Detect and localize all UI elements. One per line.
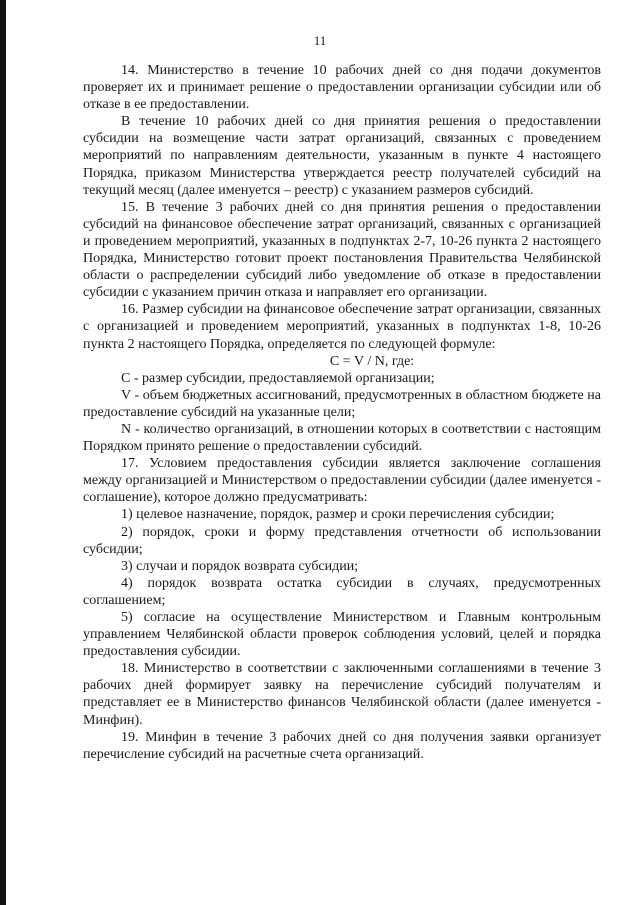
list-item-2: 2) порядок, сроки и форму представления отчетности об использовании субсидии; [83, 524, 601, 557]
list-item-5: 5) согласие на осуществление Министерством и Главным контрольным управлением Челябинской области проверок соблюдения условий, целей и порядка предоставления субсидии. [83, 610, 601, 660]
page-number: 11 [313, 33, 327, 48]
list-item-4: 4) порядок возврата остатка субсидии в случаях, предусмотренных соглашением; [83, 575, 601, 608]
formula-def-v: V - объем бюджетных ассигнований, предусмотренных в областном бюджете на предоставление субсидий на указанные цели; [83, 387, 601, 420]
formula-def-c: С - размер субсидии, предоставляемой организации; [121, 370, 435, 386]
paragraph-14: 14. Министерство в течение 10 рабочих дней со дня подачи документов проверяет их и принимает решение о предоставлении организации субсидии или об отказе в ее предоставлении. [83, 63, 601, 113]
paragraph-registry: В течение 10 рабочих дней со дня принятия решения о предоставлении субсидии на возмещение части затрат организаций, связанных с проведением мероприятий по направлениям деятельности, указанным в пункте 4 настоящего Порядка, приказом Министерства утверждается реестр получателей субсидий на текущий месяц (далее именуется – реестр) с указанием размеров субсидий. [83, 114, 601, 198]
paragraph-15: 15. В течение 3 рабочих дней со дня принятия решения о предоставлении субсидий на финансовое обеспечение затрат организаций, связанных с организацией и проведением мероприятий, указанных в подпунктах 2-7, 10-26 пункта 2 настоящего Порядка, Министерство готовит проект постановления Правительства Челябинской области о распределении субсидий либо уведомление об отказе в предоставлении субсидии с указанием причин отказа и направляет его организации. [83, 199, 601, 301]
list-item-3: 3) случаи и порядок возврата субсидии; [121, 558, 359, 574]
document-body [83, 62, 601, 763]
formula: С = V / N, где: [329, 353, 415, 369]
paragraph-19: 19. Минфин в течение 3 рабочих дней со дня получения заявки организует перечисление субсидий на расчетные счета организаций. [83, 729, 601, 762]
paragraph-18: 18. Министерство в соответствии с заключенными соглашениями в течение 3 рабочих дней формирует заявку на перечисление субсидий получателям и представляет ее в Министерство финансов Челябинской области (далее именуется - Минфин). [83, 661, 601, 728]
formula-def-n: N - количество организаций, в отношении которых в соответствии с настоящим Порядком принято решение о предоставлении субсидий. [83, 421, 601, 455]
paragraph-17: 17. Условием предоставления субсидии является заключение соглашения между организацией и Министерством о предоставлении субсидии (далее именуется - соглашение), которое должно предусматривать: [83, 456, 601, 506]
list-item-1: 1) целевое назначение, порядок, размер и сроки перечисления субсидии; [121, 507, 555, 523]
paragraph-16: 16. Размер субсидии на финансовое обеспечение затрат организации, связанных с организацией и проведением мероприятий, указанных в подпунктах 1-8, 10-26 пункта 2 настоящего Порядка, определяется по следующей формуле: [83, 302, 601, 352]
scan-edge-bar [0, 0, 6, 905]
